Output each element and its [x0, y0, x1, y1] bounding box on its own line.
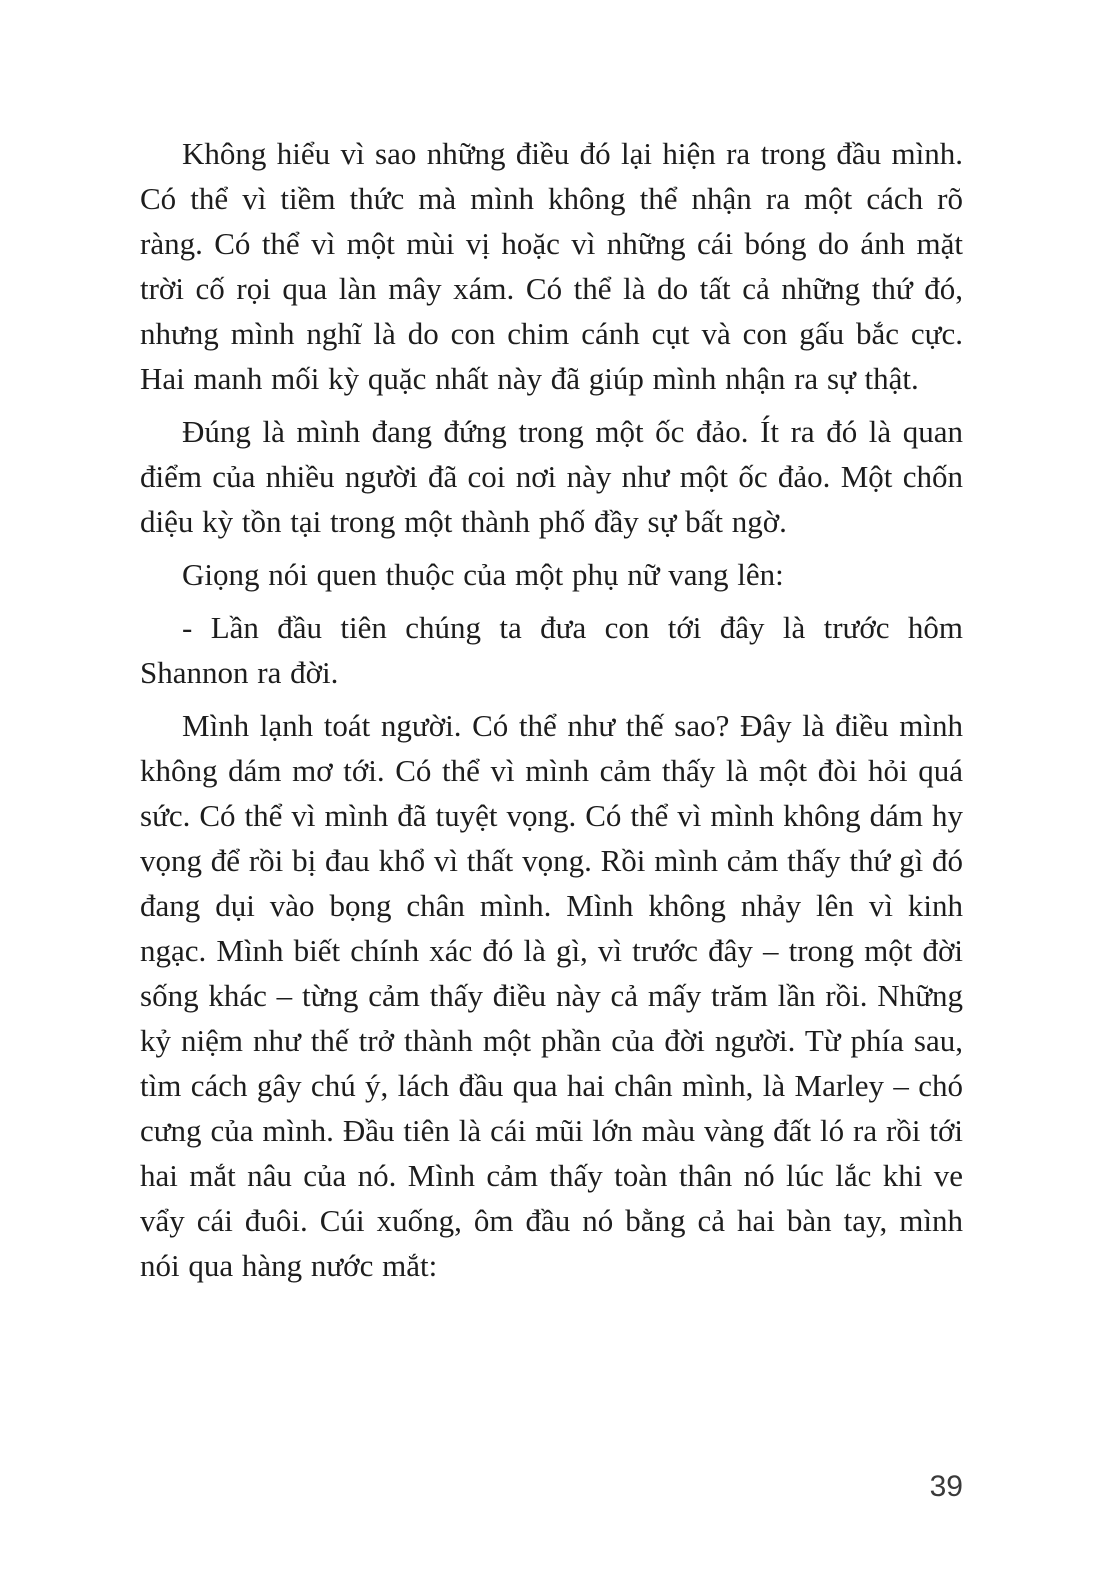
paragraph: Mình lạnh toát người. Có thể như thế sao? Đây là điều mình không dám mơ tới. Có thể vì mình cảm thấy là một đòi hỏi quá sức. Có thể vì mình đã tuyệt vọng. Có thể vì mình không dám hy vọng để rồi bị đau khổ vì thất vọng. Rồi mình cảm thấy thứ gì đó đang dụi vào bọng chân mình. Mình không nhảy lên vì kinh ngạc. Mình biết chính xác đó là gì, vì trước đây – trong một đời sống khác – từng cảm thấy điều này cả mấy trăm lần rồi. Những kỷ niệm như thế trở thành một phần của đời người. Từ phía sau, tìm cách gây chú ý, lách đầu qua hai chân mình, là Marley – chó cưng của mình. Đầu tiên là cái mũi lớn màu vàng đất ló ra rồi tới hai mắt nâu của nó. Mình cảm thấy toàn thân nó lúc lắc khi ve vẩy cái đuôi. Cúi xuống, ôm đầu nó bằng cả hai bàn tay, mình nói qua hàng nước mắt:	[140, 708, 963, 1283]
paragraph-dialogue: - Lần đầu tiên chúng ta đưa con tới đây là trước hôm Shannon ra đời.	[140, 610, 963, 690]
body-text	[140, 131, 963, 1296]
paragraph: Đúng là mình đang đứng trong một ốc đảo. Ít ra đó là quan điểm của nhiều người đã coi nơi này như một ốc đảo. Một chốn diệu kỳ tồn tại trong một thành phố đầy sự bất ngờ.	[140, 414, 963, 539]
page-number: 39	[929, 1470, 963, 1503]
paragraph: Giọng nói quen thuộc của một phụ nữ vang lên:	[182, 557, 784, 592]
paragraph: Không hiểu vì sao những điều đó lại hiện ra trong đầu mình. Có thể vì tiềm thức mà mình không thể nhận ra một cách rõ ràng. Có thể vì một mùi vị hoặc vì những cái bóng do ánh mặt trời cố rọi qua làn mây xám. Có thể là do tất cả những thứ đó, nhưng mình nghĩ là do con chim cánh cụt và con gấu bắc cực. Hai manh mối kỳ quặc nhất này đã giúp mình nhận ra sự thật.	[140, 136, 963, 396]
